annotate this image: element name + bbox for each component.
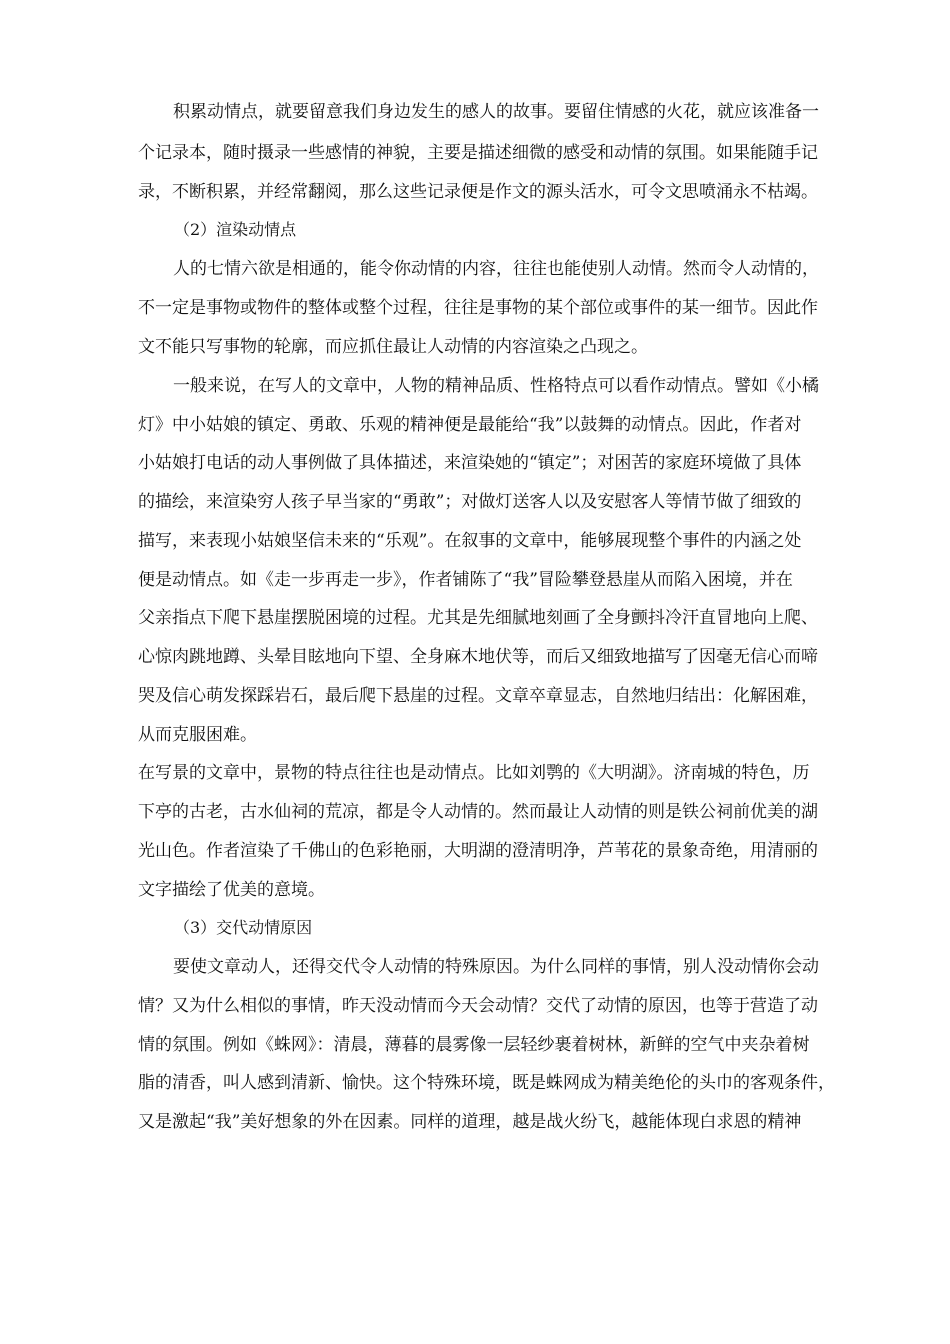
- text-line: 便是动情点。如《走一步再走一步》，作者铺陈了“我”冒险攀登悬崖从而陷入困境，并在: [138, 570, 793, 590]
- text-line: 心惊肉跳地蹲、头晕目眩地向下望、全身麻木地伏等，而后又细致地描写了因毫无信心而啼: [138, 647, 818, 667]
- text-line: 文不能只写事物的轮廓，而应抓住最让人动情的内容渲染之凸现之。: [138, 337, 648, 357]
- text-line: 又是激起“我”美好想象的外在因素。同样的道理，越是战火纷飞，越能体现白求恩的精神: [138, 1112, 802, 1132]
- text-line: 录，不断积累，并经常翻阅，那么这些记录便是作文的源头活水，可令文思喷涌永不枯竭。: [138, 182, 818, 202]
- text-line: 文字描绘了优美的意境。: [138, 880, 325, 900]
- text-line: 情的氛围。例如《蛛网》：清晨，薄暮的晨雾像一层轻纱裹着树林，新鲜的空气中夹杂着树: [138, 1035, 810, 1055]
- section-heading: （3）交代动情原因: [174, 918, 313, 937]
- text-line: 人的七情六欲是相通的，能令你动情的内容，往往也能使别人动情。然而令人动情的，: [173, 259, 819, 279]
- text-line: 要使文章动人，还得交代令人动情的特殊原因。为什么同样的事情，别人没动情你会动: [173, 957, 819, 977]
- text-line: 下亭的古老，古水仙祠的荒凉，都是令人动情的。然而最让人动情的则是铁公祠前优美的湖: [138, 802, 818, 822]
- text-line: 哭及信心萌发探踩岩石，最后爬下悬崖的过程。文章卒章显志，自然地归结出：化解困难，: [138, 686, 818, 706]
- text-line: 情？又为什么相似的事情，昨天没动情而今天会动情？交代了动情的原因，也等于营造了动: [138, 996, 818, 1016]
- text-line: 不一定是事物或物件的整体或整个过程，往往是事物的某个部位或事件的某一细节。因此作: [138, 298, 818, 318]
- text-line: 从而克服困难。: [138, 725, 257, 745]
- text-line: 灯》中小姑娘的镇定、勇敢、乐观的精神便是最能给“我”以鼓舞的动情点。因此，作者对: [138, 415, 802, 435]
- text-line: 一般来说，在写人的文章中，人物的精神品质、性格特点可以看作动情点。譬如《小橘: [173, 376, 819, 396]
- text-line: 在写景的文章中，景物的特点往往也是动情点。比如刘鹗的《大明湖》。济南城的特色，历: [138, 763, 810, 783]
- text-line: 积累动情点，就要留意我们身边发生的感人的故事。要留住情感的火花，就应该准备一: [173, 102, 819, 122]
- text-line: 小姑娘打电话的动人事例做了具体描述，来渲染她的“镇定”；对困苦的家庭环境做了具体: [138, 453, 802, 473]
- text-line: 父亲指点下爬下悬崖摆脱困境的过程。尤其是先细腻地刻画了全身颤抖冷汗直冒地向上爬、: [138, 608, 818, 628]
- section-heading: （2）渲染动情点: [174, 220, 297, 239]
- text-line: 个记录本，随时摄录一些感情的神貌，主要是描述细微的感受和动情的氛围。如果能随手记: [138, 143, 818, 163]
- text-line: 的描绘，来渲染穷人孩子早当家的“勇敢”；对做灯送客人以及安慰客人等情节做了细致的: [138, 492, 802, 512]
- text-line: 光山色。作者渲染了千佛山的色彩艳丽，大明湖的澄清明净，芦苇花的景象奇绝，用清丽的: [138, 841, 818, 861]
- text-line: 脂的清香，叫人感到清新、愉快。这个特殊环境，既是蛛网成为精美绝伦的头巾的客观条件，: [138, 1073, 835, 1093]
- text-line: 描写，来表现小姑娘坚信未来的“乐观”。在叙事的文章中，能够展现整个事件的内涵之处: [138, 531, 802, 551]
